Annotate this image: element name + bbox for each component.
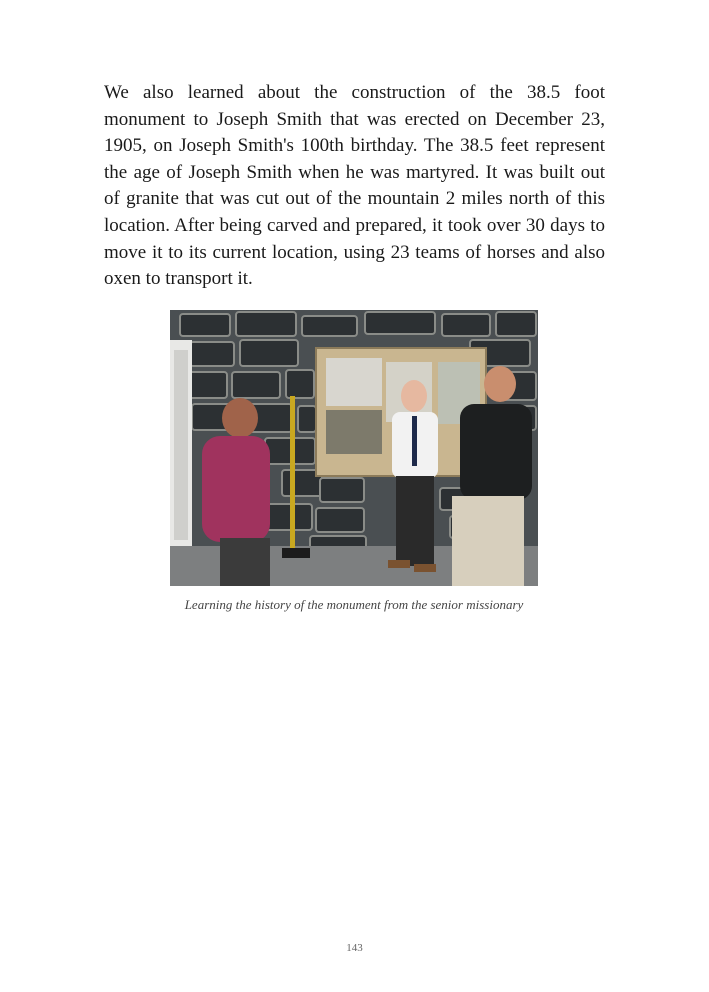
photo-caption: Learning the history of the monument from the senior missionary (184, 597, 524, 612)
page-number: 143 (346, 942, 363, 954)
body-paragraph: We also learned about the construction of the 38.5 foot monument to Joseph Smith that was erected on December 23, 1905, on Joseph Smith's 100th birthday. The 38.5 feet represent the age of Joseph Smith when he was martyred. It was built out of granite that was cut out of the mountain 2 miles north of this location. After being carved and prepared, it took over 30 days to move it to its current location, using 23 teams of horses and also oxen to transport it. (104, 82, 605, 290)
monument-photo (170, 310, 538, 586)
